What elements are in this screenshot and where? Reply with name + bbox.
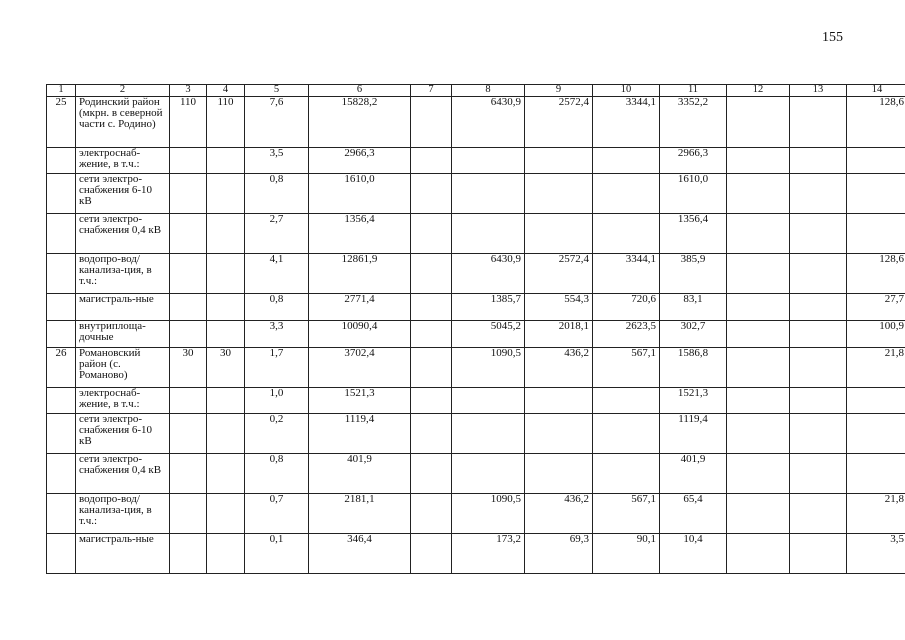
- table-cell: 1610,0: [309, 174, 411, 214]
- table-cell: [170, 294, 207, 321]
- table-cell: [727, 348, 790, 388]
- row-label: сети электро-снабжения 6-10 кВ: [76, 174, 170, 214]
- column-header: 4: [207, 85, 245, 97]
- table-cell: 69,3: [525, 534, 593, 574]
- table-cell: [790, 254, 847, 294]
- table-cell: 401,9: [309, 454, 411, 494]
- row-label: сети электро-снабжения 0,4 кВ: [76, 214, 170, 254]
- table-cell: [411, 214, 452, 254]
- table-cell: 3344,1: [593, 254, 660, 294]
- table-cell: [452, 388, 525, 414]
- table-cell: [847, 454, 905, 494]
- table-cell: [47, 174, 76, 214]
- column-header: 3: [170, 85, 207, 97]
- table-row: [47, 534, 905, 574]
- table-cell: [411, 174, 452, 214]
- table-cell: [170, 148, 207, 174]
- table-cell: [411, 494, 452, 534]
- table-cell: [727, 321, 790, 348]
- table-row: [47, 254, 905, 294]
- table-row: [47, 494, 905, 534]
- table-cell: [47, 214, 76, 254]
- table-cell: [452, 214, 525, 254]
- table-cell: [727, 294, 790, 321]
- table-cell: [727, 454, 790, 494]
- table-cell: [525, 174, 593, 214]
- table-cell: 7,6: [245, 97, 309, 148]
- table-cell: [727, 97, 790, 148]
- header-row: [47, 85, 905, 97]
- table-cell: [790, 414, 847, 454]
- table-cell: 2966,3: [660, 148, 727, 174]
- table-cell: 2181,1: [309, 494, 411, 534]
- table-cell: 6430,9: [452, 97, 525, 148]
- table-cell: [727, 214, 790, 254]
- table-cell: 1586,8: [660, 348, 727, 388]
- table-cell: [207, 148, 245, 174]
- table-cell: 173,2: [452, 534, 525, 574]
- column-header: 10: [593, 85, 660, 97]
- table-cell: [170, 414, 207, 454]
- table-cell: 0,8: [245, 294, 309, 321]
- table-row: [47, 454, 905, 494]
- table-cell: 6430,9: [452, 254, 525, 294]
- table-cell: 83,1: [660, 294, 727, 321]
- table-cell: 3,3: [245, 321, 309, 348]
- table-cell: [170, 454, 207, 494]
- table-cell: [452, 174, 525, 214]
- column-header: 12: [727, 85, 790, 97]
- table-cell: [452, 414, 525, 454]
- table-cell: [525, 454, 593, 494]
- table-cell: 1521,3: [309, 388, 411, 414]
- table-cell: [525, 148, 593, 174]
- table-cell: 3,5: [245, 148, 309, 174]
- table-cell: [47, 388, 76, 414]
- table-cell: [727, 534, 790, 574]
- table-cell: [411, 321, 452, 348]
- table-cell: 1090,5: [452, 348, 525, 388]
- table-cell: [727, 174, 790, 214]
- table-cell: 0,7: [245, 494, 309, 534]
- table-cell: [790, 148, 847, 174]
- table-cell: [525, 414, 593, 454]
- column-header: 13: [790, 85, 847, 97]
- table-cell: [847, 174, 905, 214]
- row-label: Романовский район (с. Романово): [76, 348, 170, 388]
- table-cell: [790, 214, 847, 254]
- table-cell: [170, 494, 207, 534]
- table-cell: [411, 254, 452, 294]
- table-cell: 100,9: [847, 321, 905, 348]
- table-cell: 401,9: [660, 454, 727, 494]
- table-row: [47, 174, 905, 214]
- table-cell: [727, 494, 790, 534]
- table-cell: 15828,2: [309, 97, 411, 148]
- table-cell: [207, 534, 245, 574]
- table-cell: [411, 348, 452, 388]
- table-cell: [170, 214, 207, 254]
- table-cell: 0,1: [245, 534, 309, 574]
- column-header: 6: [309, 85, 411, 97]
- table-cell: [170, 388, 207, 414]
- table-cell: 21,8: [847, 494, 905, 534]
- table-cell: [47, 494, 76, 534]
- table-cell: [207, 414, 245, 454]
- table-cell: [727, 148, 790, 174]
- column-header: 9: [525, 85, 593, 97]
- row-label: электроснаб-жение, в т.ч.:: [76, 148, 170, 174]
- table-cell: 26: [47, 348, 76, 388]
- row-label: водопро-вод/канализа-ция, в т.ч.:: [76, 494, 170, 534]
- table-row: [47, 97, 905, 148]
- table-cell: 1,0: [245, 388, 309, 414]
- table-cell: 128,6: [847, 254, 905, 294]
- row-label: сети электро-снабжения 0,4 кВ: [76, 454, 170, 494]
- table-cell: [170, 174, 207, 214]
- table-cell: [411, 148, 452, 174]
- table-row: [47, 348, 905, 388]
- table-cell: 3,5: [847, 534, 905, 574]
- table-cell: 10090,4: [309, 321, 411, 348]
- table-cell: [593, 174, 660, 214]
- table-cell: [47, 254, 76, 294]
- table-cell: [847, 148, 905, 174]
- column-header: 7: [411, 85, 452, 97]
- table-cell: [593, 148, 660, 174]
- table-row: [47, 148, 905, 174]
- table-cell: 90,1: [593, 534, 660, 574]
- table-cell: 3344,1: [593, 97, 660, 148]
- table-cell: 436,2: [525, 494, 593, 534]
- column-header: 8: [452, 85, 525, 97]
- table-cell: [525, 214, 593, 254]
- table-cell: [452, 454, 525, 494]
- table-cell: 1119,4: [309, 414, 411, 454]
- table-cell: [47, 534, 76, 574]
- table-cell: 302,7: [660, 321, 727, 348]
- table-cell: 65,4: [660, 494, 727, 534]
- table-cell: [170, 254, 207, 294]
- table-cell: [47, 294, 76, 321]
- table-cell: 346,4: [309, 534, 411, 574]
- table-cell: [790, 97, 847, 148]
- table-cell: [411, 454, 452, 494]
- row-label: внутриплоща-дочные: [76, 321, 170, 348]
- table-cell: [207, 294, 245, 321]
- table-cell: [411, 294, 452, 321]
- table-cell: [207, 174, 245, 214]
- table-cell: 1385,7: [452, 294, 525, 321]
- table-cell: 554,3: [525, 294, 593, 321]
- table-cell: [525, 388, 593, 414]
- table-cell: [170, 534, 207, 574]
- table-cell: [727, 254, 790, 294]
- table-cell: [790, 388, 847, 414]
- table-cell: 21,8: [847, 348, 905, 388]
- table-row: [47, 294, 905, 321]
- table-cell: [47, 414, 76, 454]
- table-cell: 2771,4: [309, 294, 411, 321]
- table-cell: 110: [170, 97, 207, 148]
- table-row: [47, 414, 905, 454]
- row-label: сети электро-снабжения 6-10 кВ: [76, 414, 170, 454]
- table-cell: 128,6: [847, 97, 905, 148]
- row-label: магистраль-ные: [76, 534, 170, 574]
- table-cell: [207, 321, 245, 348]
- table-cell: [207, 388, 245, 414]
- table-cell: [207, 494, 245, 534]
- table-cell: 1119,4: [660, 414, 727, 454]
- table-cell: [207, 254, 245, 294]
- table-cell: 3352,2: [660, 97, 727, 148]
- column-header: 1: [47, 85, 76, 97]
- table-cell: 2,7: [245, 214, 309, 254]
- table-cell: 1356,4: [660, 214, 727, 254]
- table-cell: [790, 321, 847, 348]
- table-row: [47, 388, 905, 414]
- table-cell: [47, 321, 76, 348]
- table-cell: 0,8: [245, 454, 309, 494]
- table-cell: [170, 321, 207, 348]
- table-cell: 436,2: [525, 348, 593, 388]
- table-cell: 720,6: [593, 294, 660, 321]
- table-cell: 3702,4: [309, 348, 411, 388]
- table-cell: 110: [207, 97, 245, 148]
- table-row: [47, 214, 905, 254]
- table-cell: [847, 388, 905, 414]
- column-header: 14: [847, 85, 905, 97]
- table-cell: [790, 534, 847, 574]
- table-cell: [790, 294, 847, 321]
- table-cell: 1356,4: [309, 214, 411, 254]
- table-cell: 1,7: [245, 348, 309, 388]
- row-label: магистраль-ные: [76, 294, 170, 321]
- table-cell: [790, 348, 847, 388]
- table-cell: 4,1: [245, 254, 309, 294]
- table-cell: 0,8: [245, 174, 309, 214]
- table-cell: 12861,9: [309, 254, 411, 294]
- table-cell: 2018,1: [525, 321, 593, 348]
- table-cell: [593, 414, 660, 454]
- table-cell: [411, 414, 452, 454]
- table-cell: [727, 414, 790, 454]
- table-cell: 30: [207, 348, 245, 388]
- table-cell: [47, 454, 76, 494]
- table-row: [47, 321, 905, 348]
- table-cell: [593, 454, 660, 494]
- table-cell: 2572,4: [525, 254, 593, 294]
- data-table: [46, 84, 905, 574]
- page-number: 155: [822, 30, 843, 45]
- table-cell: 1521,3: [660, 388, 727, 414]
- table-cell: [790, 494, 847, 534]
- table-cell: 27,7: [847, 294, 905, 321]
- table-cell: 0,2: [245, 414, 309, 454]
- table-cell: [847, 414, 905, 454]
- table-cell: [790, 454, 847, 494]
- table-cell: [790, 174, 847, 214]
- row-label: водопро-вод/канализа-ция, в т.ч.:: [76, 254, 170, 294]
- table-cell: 30: [170, 348, 207, 388]
- table-cell: [411, 534, 452, 574]
- table-cell: [207, 454, 245, 494]
- table-cell: 1610,0: [660, 174, 727, 214]
- column-header: 2: [76, 85, 170, 97]
- table-cell: [847, 214, 905, 254]
- table-cell: [207, 214, 245, 254]
- table-cell: 385,9: [660, 254, 727, 294]
- table-cell: [411, 388, 452, 414]
- table-cell: [593, 214, 660, 254]
- table-cell: [47, 148, 76, 174]
- table-cell: [593, 388, 660, 414]
- row-label: электроснаб-жение, в т.ч.:: [76, 388, 170, 414]
- table-cell: 5045,2: [452, 321, 525, 348]
- row-label: Родинский район (мкрн. в северной части с. Родино): [76, 97, 170, 148]
- column-header: 11: [660, 85, 727, 97]
- table-cell: 10,4: [660, 534, 727, 574]
- table-cell: [727, 388, 790, 414]
- table-cell: 25: [47, 97, 76, 148]
- table-cell: 1090,5: [452, 494, 525, 534]
- table-cell: 567,1: [593, 348, 660, 388]
- column-header: 5: [245, 85, 309, 97]
- table-cell: 2966,3: [309, 148, 411, 174]
- table-cell: [411, 97, 452, 148]
- table-cell: [452, 148, 525, 174]
- table-cell: 567,1: [593, 494, 660, 534]
- table-cell: 2572,4: [525, 97, 593, 148]
- table-cell: 2623,5: [593, 321, 660, 348]
